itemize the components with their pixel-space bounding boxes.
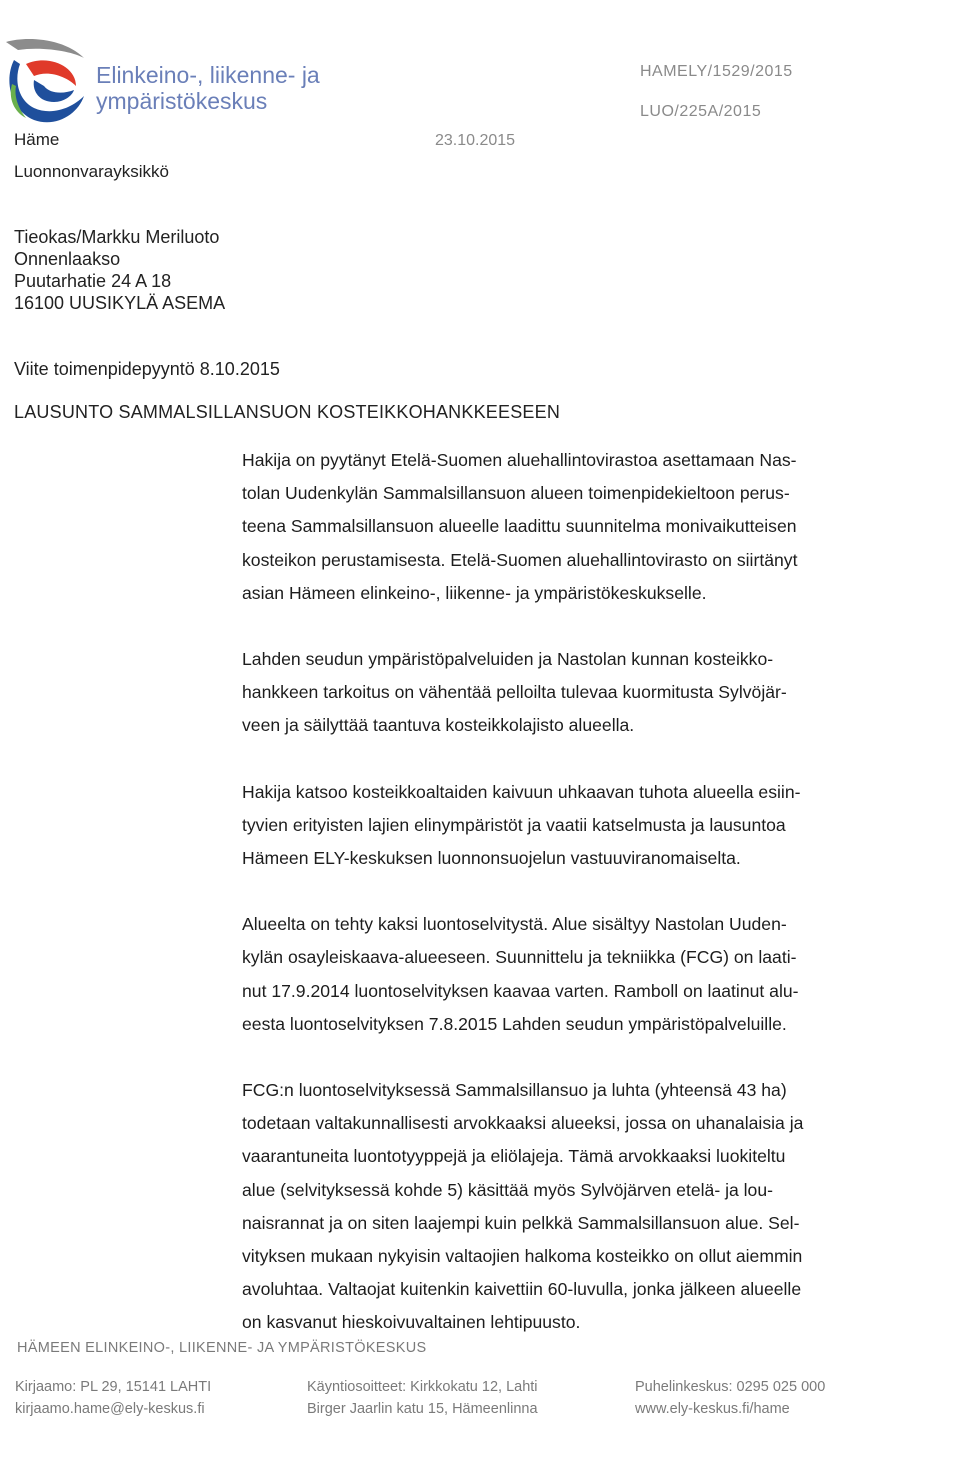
body-line: avoluhtaa. Valtaojat kuitenkin kaivettiin 60-luvulla, jonka jälkeen alueelle xyxy=(242,1279,802,1300)
body-line: Hämeen ELY-keskuksen luonnonsuojelun vastuuviranomaiselta. xyxy=(242,848,741,869)
footer-visiting-address-2: Birger Jaarlin katu 15, Hämeenlinna xyxy=(307,1401,538,1417)
footer-visiting xyxy=(307,1376,538,1420)
body-line: tolan Uudenkylän Sammalsillansuon alueen toimenpidekieltoon perus- xyxy=(242,483,790,504)
reference-number-2: LUO/225A/2015 xyxy=(640,103,762,120)
body-line: naisrannat ja on siten laajempi kuin pelkkä Sammalsillansuon alue. Sel- xyxy=(242,1212,800,1233)
logo-red-swoosh xyxy=(26,60,76,86)
body-line: FCG:n luontoselvityksessä Sammalsillansuo ja luhta (yhteensä 43 ha) xyxy=(242,1080,787,1101)
body-line: kosteikon perustamisesta. Etelä-Suomen aluehallintovirasto on siirtänyt xyxy=(242,549,798,570)
paragraph-3 xyxy=(242,776,862,876)
body-line: hankkeen tarkoitus on vähentää pelloilta tulevaa kuormitusta Sylvöjär- xyxy=(242,682,787,703)
footer-visiting-address-1: Käyntiosoitteet: Kirkkokatu 12, Lahti xyxy=(307,1379,538,1395)
paragraph-5 xyxy=(242,1074,862,1340)
body-line: on kasvanut hieskoivuvaltainen lehtipuusto. xyxy=(242,1312,581,1333)
document-body xyxy=(242,444,862,1373)
footer-registry xyxy=(15,1376,211,1420)
recipient-line3: Puutarhatie 24 A 18 xyxy=(14,271,172,291)
paragraph-2 xyxy=(242,643,862,743)
paragraph-1 xyxy=(242,444,862,610)
footer-organization: HÄMEEN ELINKEINO-, LIIKENNE- JA YMPÄRISTÖKESKUS xyxy=(17,1340,427,1356)
footer-contact xyxy=(635,1376,825,1420)
organization-name-line1: Elinkeino-, liikenne- ja xyxy=(96,62,320,88)
organization-name-line2: ympäristökeskus xyxy=(96,88,268,114)
footer-registry-email[interactable]: kirjaamo.hame@ely-keskus.fi xyxy=(15,1401,205,1417)
body-line: Lahden seudun ympäristöpalveluiden ja Nastolan kunnan kosteikko- xyxy=(242,649,774,670)
body-line: todetaan valtakunnallisesti arvokkaaksi alueeksi, jossa on uhanalaisia ja xyxy=(242,1113,804,1134)
recipient-line4: 16100 UUSIKYLÄ ASEMA xyxy=(14,293,226,313)
body-line: vaarantuneita luontotyyppejä ja eliölajeja. Tämä arvokkaaksi luokiteltu xyxy=(242,1146,786,1167)
footer-registry-address: Kirjaamo: PL 29, 15141 LAHTI xyxy=(15,1379,212,1395)
unit-region: Häme xyxy=(14,130,60,149)
footer-phone: Puhelinkeskus: 0295 025 000 xyxy=(635,1379,826,1395)
body-line: Hakija on pyytänyt Etelä-Suomen aluehallintovirastoa asettamaan Nas- xyxy=(242,450,797,470)
paragraph-4 xyxy=(242,908,862,1041)
footer-website-link[interactable]: www.ely-keskus.fi/hame xyxy=(635,1401,790,1417)
body-line: alue (selvityksessä kohde 5) käsittää myös Sylvöjärven etelä- ja lou- xyxy=(242,1179,773,1200)
recipient-address xyxy=(14,226,225,314)
body-line: eesta luontoselvityksen 7.8.2015 Lahden seudun ympäristöpalveluille. xyxy=(242,1013,787,1034)
ely-logo xyxy=(4,36,88,124)
organization-name xyxy=(96,62,320,114)
body-line: asian Hämeen elinkeino-, liikenne- ja ympäristökeskukselle. xyxy=(242,582,707,603)
document-date: 23.10.2015 xyxy=(435,132,516,149)
body-line: Hakija katsoo kosteikkoaltaiden kaivuun uhkaavan tuhota alueella esiin- xyxy=(242,781,801,802)
recipient-line2: Onnenlaakso xyxy=(14,249,121,269)
reference-number-1: HAMELY/1529/2015 xyxy=(640,63,793,80)
body-line: teena Sammalsillansuon alueelle laadittu suunnitelma monivaikutteisen xyxy=(242,516,797,537)
reference-line: Viite toimenpidepyyntö 8.10.2015 xyxy=(14,359,280,379)
body-line: tyvien erityisten lajien elinympäristöt ja vaatii katselmusta ja lausuntoa xyxy=(242,814,786,835)
logo-blue-inner xyxy=(34,80,74,102)
body-line: nut 17.9.2014 luontoselvityksen kaavaa varten. Ramboll on laatinut alu- xyxy=(242,980,799,1001)
unit-name: Luonnonvarayksikkö xyxy=(14,162,169,181)
body-line: Alueelta on tehty kaksi luontoselvitystä. Alue sisältyy Nastolan Uuden- xyxy=(242,914,787,935)
body-line: vityksen mukaan nykyisin valtaojien halkoma kosteikko on ollut aiemmin xyxy=(242,1246,803,1267)
body-line: kylän osayleiskaava-alueeseen. Suunnittelu ja tekniikka (FCG) on laati- xyxy=(242,947,797,968)
recipient-line1: Tieokas/Markku Meriluoto xyxy=(14,227,220,247)
body-line: veen ja säilyttää taantuva kosteikkolajisto alueella. xyxy=(242,715,635,736)
document-subject: LAUSUNTO SAMMALSILLANSUON KOSTEIKKOHANKKEESEEN xyxy=(14,402,561,422)
logo-grey-swoosh xyxy=(6,39,84,58)
